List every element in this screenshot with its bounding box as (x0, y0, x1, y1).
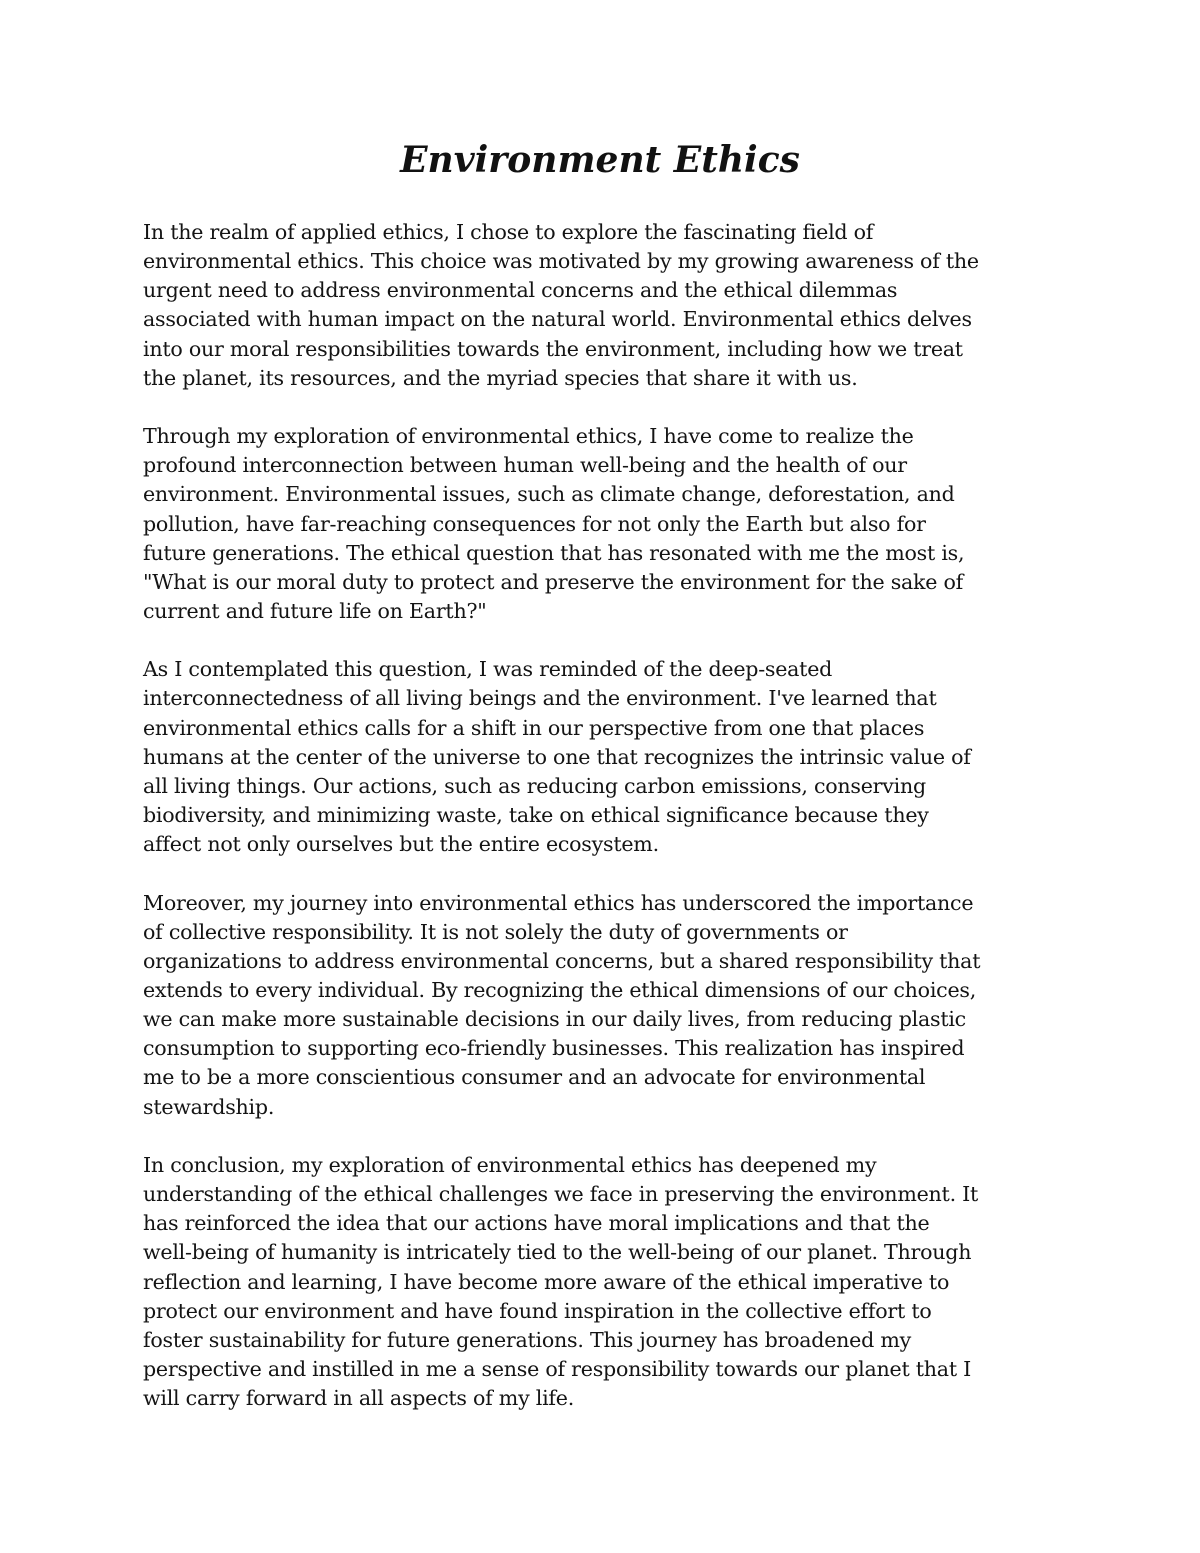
paragraph-line: In the realm of applied ethics, I chose to explore the fascinating field of (143, 220, 874, 244)
paragraph-line: foster sustainability for future generations. This journey has broadened my (143, 1327, 912, 1352)
paragraph-line: Through my exploration of environmental ethics, I have come to realize the (143, 424, 914, 449)
document-body (143, 218, 1058, 1413)
paragraph-line: environmental ethics. This choice was motivated by my growing awareness of the (143, 249, 979, 274)
paragraph-line: profound interconnection between human well-being and the health of our (143, 453, 907, 478)
paragraph-line: extends to every individual. By recognizing the ethical dimensions of our choices, (143, 978, 977, 1003)
paragraph-line: protect our environment and have found inspiration in the collective effort to (143, 1298, 932, 1323)
paragraph-line: well-being of humanity is intricately tied to the well-being of our planet. Through (143, 1240, 972, 1265)
paragraph-line: environment. Environmental issues, such as climate change, deforestation, and (143, 482, 955, 507)
paragraph-3 (143, 655, 1058, 859)
document-title: Environment Ethics (400, 139, 800, 181)
paragraph-line: affect not only ourselves but the entire ecosystem. (143, 832, 659, 857)
paragraph-5 (143, 1151, 1058, 1413)
paragraph-line: stewardship. (143, 1094, 275, 1119)
paragraph-line: we can make more sustainable decisions in our daily lives, from reducing plastic (143, 1007, 966, 1032)
paragraph-line: all living things. Our actions, such as reducing carbon emissions, conserving (143, 773, 926, 798)
paragraph-line: will carry forward in all aspects of my life. (143, 1386, 575, 1411)
paragraph-line: environmental ethics calls for a shift in our perspective from one that places (143, 715, 925, 740)
paragraph-line: urgent need to address environmental concerns and the ethical dilemmas (143, 278, 898, 303)
paragraph-line: understanding of the ethical challenges we face in preserving the environment. It (143, 1182, 979, 1207)
paragraph-2 (143, 422, 1058, 626)
paragraph-line: interconnectedness of all living beings and the environment. I've learned that (143, 686, 937, 711)
paragraph-line: into our moral responsibilities towards the environment, including how we treat (143, 336, 963, 361)
paragraph-line: perspective and instilled in me a sense of responsibility towards our planet that I (143, 1357, 972, 1382)
paragraph-line: associated with human impact on the natural world. Environmental ethics delves (143, 307, 972, 332)
paragraph-line: of collective responsibility. It is not solely the duty of governments or (143, 919, 848, 944)
paragraph-line: organizations to address environmental concerns, but a shared responsibility that (143, 948, 981, 973)
paragraph-line: In conclusion, my exploration of environmental ethics has deepened my (143, 1152, 877, 1177)
paragraph-1 (143, 218, 1058, 393)
paragraph-line: has reinforced the idea that our actions have moral implications and that the (143, 1211, 930, 1236)
paragraph-line: current and future life on Earth?" (143, 599, 487, 624)
paragraph-line: future generations. The ethical question that has resonated with me the most is, (143, 540, 965, 565)
paragraph-line: reflection and learning, I have become more aware of the ethical imperative to (143, 1269, 950, 1294)
paragraph-line: Moreover, my journey into environmental ethics has underscored the importance (143, 890, 974, 915)
paragraph-line: As I contemplated this question, I was reminded of the deep-seated (143, 657, 833, 682)
paragraph-line: me to be a more conscientious consumer and an advocate for environmental (143, 1065, 926, 1090)
paragraph-line: pollution, have far-reaching consequences for not only the Earth but also for (143, 511, 926, 536)
paragraph-line: the planet, its resources, and the myriad species that share it with us. (143, 365, 858, 390)
paragraph-line: "What is our moral duty to protect and preserve the environment for the sake of (143, 569, 964, 594)
paragraph-line: consumption to supporting eco-friendly businesses. This realization has inspired (143, 1036, 965, 1061)
paragraph-line: humans at the center of the universe to one that recognizes the intrinsic value of (143, 744, 971, 769)
paragraph-line: biodiversity, and minimizing waste, take on ethical significance because they (143, 803, 929, 828)
paragraph-4 (143, 889, 1058, 1122)
